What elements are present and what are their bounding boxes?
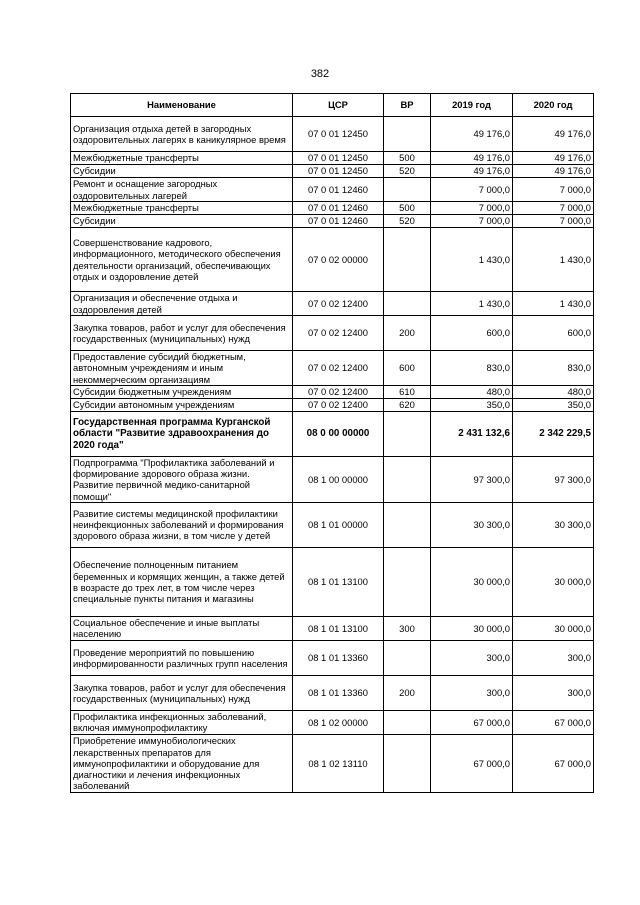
table-row bbox=[71, 152, 594, 165]
table-row bbox=[71, 616, 594, 640]
cell-vr: 200 bbox=[384, 316, 431, 351]
table-body bbox=[71, 117, 594, 793]
cell-csr: 08 1 01 00000 bbox=[293, 502, 384, 547]
cell-2020: 67 000,0 bbox=[513, 734, 594, 792]
cell-name: Социальное обеспечение и иные выплаты населению bbox=[71, 616, 293, 640]
table-row bbox=[71, 117, 594, 152]
cell-csr: 08 1 02 13110 bbox=[293, 734, 384, 792]
cell-name: Обеспечение полноценным питанием беременных и кормящих женщин, а также детей в возрасте до трех лет, в том числе через специальные пункты питания и магазины bbox=[71, 547, 293, 616]
table-row bbox=[71, 228, 594, 292]
table-row bbox=[71, 292, 594, 316]
cell-2020: 7 000,0 bbox=[513, 178, 594, 202]
cell-2020: 830,0 bbox=[513, 351, 594, 386]
cell-vr bbox=[384, 117, 431, 152]
table-row bbox=[71, 502, 594, 547]
cell-2020: 30 300,0 bbox=[513, 502, 594, 547]
header-csr: ЦСР bbox=[293, 94, 384, 117]
cell-vr: 200 bbox=[384, 675, 431, 710]
cell-vr bbox=[384, 547, 431, 616]
table-row bbox=[71, 351, 594, 386]
cell-2020: 49 176,0 bbox=[513, 152, 594, 165]
cell-2019: 1 430,0 bbox=[431, 292, 513, 316]
cell-2019: 49 176,0 bbox=[431, 165, 513, 178]
header-2019: 2019 год bbox=[431, 94, 513, 117]
cell-2019: 49 176,0 bbox=[431, 117, 513, 152]
table-row bbox=[71, 734, 594, 792]
cell-2020: 300,0 bbox=[513, 675, 594, 710]
cell-csr: 07 0 01 12450 bbox=[293, 117, 384, 152]
page-number: 382 bbox=[310, 68, 330, 80]
cell-csr: 07 0 01 12460 bbox=[293, 202, 384, 215]
table-row bbox=[71, 412, 594, 457]
cell-csr: 07 0 01 12460 bbox=[293, 215, 384, 228]
cell-name: Приобретение иммунобиологических лекарственных препаратов для иммунопрофилактики и оборудование для диагностики и лечения инфекционных заболеваний bbox=[71, 734, 293, 792]
cell-name: Организация и обеспечение отдыха и оздоровления детей bbox=[71, 292, 293, 316]
cell-name: Межбюджетные трансферты bbox=[71, 202, 293, 215]
cell-csr: 07 0 02 12400 bbox=[293, 316, 384, 351]
cell-csr: 08 1 01 13360 bbox=[293, 675, 384, 710]
cell-vr bbox=[384, 710, 431, 734]
cell-2020: 49 176,0 bbox=[513, 165, 594, 178]
cell-vr: 500 bbox=[384, 152, 431, 165]
cell-vr: 620 bbox=[384, 399, 431, 412]
cell-name: Субсидии bbox=[71, 165, 293, 178]
cell-name: Совершенствование кадрового, информационного, методического обеспечения деятельности организаций, обеспечивающих отдых и оздоровление детей bbox=[71, 228, 293, 292]
cell-2020: 1 430,0 bbox=[513, 292, 594, 316]
cell-2020: 2 342 229,5 bbox=[513, 412, 594, 457]
cell-2019: 7 000,0 bbox=[431, 178, 513, 202]
table-row bbox=[71, 675, 594, 710]
cell-name: Ремонт и оснащение загородных оздоровительных лагерей bbox=[71, 178, 293, 202]
cell-2020: 97 300,0 bbox=[513, 457, 594, 503]
cell-2019: 67 000,0 bbox=[431, 710, 513, 734]
cell-vr bbox=[384, 734, 431, 792]
cell-name: Подпрограмма "Профилактика заболеваний и формирование здорового образа жизни. Развитие первичной медико-санитарной помощи" bbox=[71, 457, 293, 503]
cell-name: Проведение мероприятий по повышению информированности различных групп населения bbox=[71, 640, 293, 675]
cell-2020: 67 000,0 bbox=[513, 710, 594, 734]
cell-2019: 67 000,0 bbox=[431, 734, 513, 792]
header-vr: ВР bbox=[384, 94, 431, 117]
table-row bbox=[71, 710, 594, 734]
table-row bbox=[71, 399, 594, 412]
cell-name: Закупка товаров, работ и услуг для обеспечения государственных (муниципальных) нужд bbox=[71, 316, 293, 351]
cell-vr bbox=[384, 640, 431, 675]
cell-2019: 480,0 bbox=[431, 386, 513, 399]
cell-csr: 08 1 01 13360 bbox=[293, 640, 384, 675]
cell-2020: 600,0 bbox=[513, 316, 594, 351]
cell-2020: 480,0 bbox=[513, 386, 594, 399]
cell-name: Организация отдыха детей в загородных оздоровительных лагерях в каникулярное время bbox=[71, 117, 293, 152]
cell-vr bbox=[384, 292, 431, 316]
cell-name: Субсидии автономным учреждениям bbox=[71, 399, 293, 412]
table-row bbox=[71, 178, 594, 202]
cell-name: Профилактика инфекционных заболеваний, включая иммунопрофилактику bbox=[71, 710, 293, 734]
table-row bbox=[71, 202, 594, 215]
cell-2019: 7 000,0 bbox=[431, 215, 513, 228]
cell-name: Развитие системы медицинской профилактики неинфекционных заболеваний и формирования здорового образа жизни, в том числе у детей bbox=[71, 502, 293, 547]
cell-name: Субсидии bbox=[71, 215, 293, 228]
cell-vr: 600 bbox=[384, 351, 431, 386]
cell-csr: 08 1 01 13100 bbox=[293, 616, 384, 640]
table-row bbox=[71, 457, 594, 503]
cell-csr: 08 1 01 13100 bbox=[293, 547, 384, 616]
cell-2019: 300,0 bbox=[431, 640, 513, 675]
cell-name: Закупка товаров, работ и услуг для обеспечения государственных (муниципальных) нужд bbox=[71, 675, 293, 710]
cell-vr: 500 bbox=[384, 202, 431, 215]
cell-csr: 07 0 01 12450 bbox=[293, 165, 384, 178]
cell-2019: 600,0 bbox=[431, 316, 513, 351]
cell-vr bbox=[384, 228, 431, 292]
cell-csr: 07 0 02 12400 bbox=[293, 399, 384, 412]
table-row bbox=[71, 316, 594, 351]
cell-2019: 7 000,0 bbox=[431, 202, 513, 215]
cell-csr: 07 0 02 12400 bbox=[293, 386, 384, 399]
cell-csr: 08 1 02 00000 bbox=[293, 710, 384, 734]
cell-2019: 97 300,0 bbox=[431, 457, 513, 503]
cell-name: Предоставление субсидий бюджетным, автономным учреждениям и иным некоммерческим организациям bbox=[71, 351, 293, 386]
cell-vr: 610 bbox=[384, 386, 431, 399]
cell-2020: 7 000,0 bbox=[513, 215, 594, 228]
cell-csr: 07 0 02 12400 bbox=[293, 351, 384, 386]
cell-vr bbox=[384, 178, 431, 202]
cell-csr: 07 0 02 00000 bbox=[293, 228, 384, 292]
table-row bbox=[71, 386, 594, 399]
header-name: Наименование bbox=[71, 94, 293, 117]
table-row bbox=[71, 215, 594, 228]
cell-2020: 1 430,0 bbox=[513, 228, 594, 292]
cell-vr bbox=[384, 502, 431, 547]
cell-name: Субсидии бюджетным учреждениям bbox=[71, 386, 293, 399]
cell-2019: 300,0 bbox=[431, 675, 513, 710]
cell-csr: 07 0 01 12460 bbox=[293, 178, 384, 202]
cell-2020: 30 000,0 bbox=[513, 616, 594, 640]
table-header-row bbox=[71, 94, 594, 117]
cell-name: Государственная программа Курганской области "Развитие здравоохранения до 2020 года" bbox=[71, 412, 293, 457]
cell-csr: 08 0 00 00000 bbox=[293, 412, 384, 457]
cell-2019: 830,0 bbox=[431, 351, 513, 386]
cell-2020: 300,0 bbox=[513, 640, 594, 675]
table-row bbox=[71, 165, 594, 178]
cell-2019: 49 176,0 bbox=[431, 152, 513, 165]
cell-2019: 30 000,0 bbox=[431, 547, 513, 616]
table-row bbox=[71, 547, 594, 616]
header-2020: 2020 год bbox=[513, 94, 594, 117]
cell-2020: 350,0 bbox=[513, 399, 594, 412]
cell-vr: 300 bbox=[384, 616, 431, 640]
cell-2019: 350,0 bbox=[431, 399, 513, 412]
cell-2019: 30 300,0 bbox=[431, 502, 513, 547]
budget-table bbox=[70, 93, 594, 793]
cell-vr: 520 bbox=[384, 215, 431, 228]
cell-name: Межбюджетные трансферты bbox=[71, 152, 293, 165]
cell-csr: 07 0 02 12400 bbox=[293, 292, 384, 316]
cell-vr bbox=[384, 412, 431, 457]
cell-vr: 520 bbox=[384, 165, 431, 178]
cell-vr bbox=[384, 457, 431, 503]
cell-2019: 30 000,0 bbox=[431, 616, 513, 640]
cell-2020: 49 176,0 bbox=[513, 117, 594, 152]
cell-2020: 7 000,0 bbox=[513, 202, 594, 215]
cell-2019: 1 430,0 bbox=[431, 228, 513, 292]
cell-csr: 07 0 01 12450 bbox=[293, 152, 384, 165]
table-row bbox=[71, 640, 594, 675]
cell-2020: 30 000,0 bbox=[513, 547, 594, 616]
cell-2019: 2 431 132,6 bbox=[431, 412, 513, 457]
cell-csr: 08 1 00 00000 bbox=[293, 457, 384, 503]
